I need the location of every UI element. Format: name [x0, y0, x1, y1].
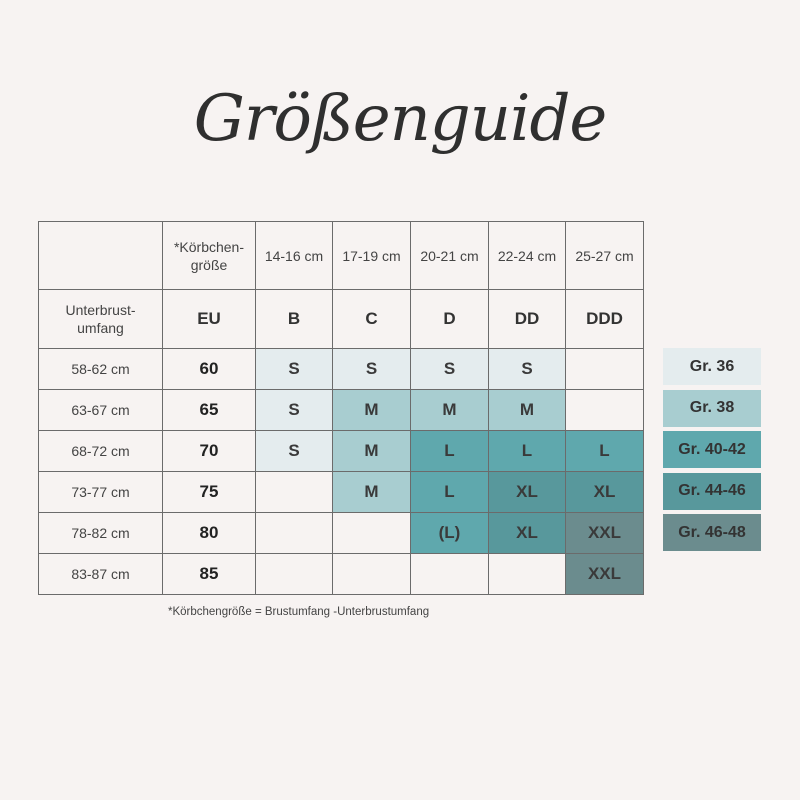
size-cell [566, 390, 644, 431]
size-cell: L [411, 472, 489, 513]
eu-size-cell: 75 [163, 472, 256, 513]
size-cell: XL [489, 513, 566, 554]
header-row-cup-ranges [39, 222, 644, 290]
size-legend [663, 348, 761, 556]
band-range-cell: 73-77 cm [39, 472, 163, 513]
legend-item: Gr. 46-48 [663, 514, 761, 551]
band-range-cell: 68-72 cm [39, 431, 163, 472]
size-cell: M [333, 431, 411, 472]
size-cell: XL [566, 472, 644, 513]
cup-letter: D [411, 290, 489, 349]
cup-letter: DDD [566, 290, 644, 349]
cup-letter: B [256, 290, 333, 349]
corner-cell [39, 222, 163, 290]
size-cell: S [256, 349, 333, 390]
size-cell: M [333, 472, 411, 513]
cup-letter: C [333, 290, 411, 349]
eu-size-cell: 70 [163, 431, 256, 472]
size-cell: S [489, 349, 566, 390]
legend-item: Gr. 36 [663, 348, 761, 385]
legend-item: Gr. 40-42 [663, 431, 761, 468]
size-cell: XL [489, 472, 566, 513]
legend-item: Gr. 44-46 [663, 473, 761, 510]
table-row [39, 431, 644, 472]
cup-range: 17-19 cm [333, 222, 411, 290]
cup-range: 14-16 cm [256, 222, 333, 290]
band-range-cell: 78-82 cm [39, 513, 163, 554]
band-label: Unterbrust- umfang [39, 290, 163, 349]
size-cell: L [411, 431, 489, 472]
footnote: *Körbchengröße = Brustumfang -Unterbrustumfang [168, 606, 430, 618]
cup-letter: DD [489, 290, 566, 349]
size-cell: S [411, 349, 489, 390]
size-cell: M [411, 390, 489, 431]
size-cell: M [489, 390, 566, 431]
size-rows [39, 349, 644, 595]
cup-range: 25-27 cm [566, 222, 644, 290]
size-cell: S [256, 431, 333, 472]
size-cell: XXL [566, 513, 644, 554]
band-range-cell: 63-67 cm [39, 390, 163, 431]
size-cell [333, 513, 411, 554]
eu-size-cell: 60 [163, 349, 256, 390]
size-cell [566, 349, 644, 390]
size-cell [256, 513, 333, 554]
eu-size-cell: 80 [163, 513, 256, 554]
size-cell: L [566, 431, 644, 472]
legend-item: Gr. 38 [663, 390, 761, 427]
eu-size-cell: 65 [163, 390, 256, 431]
band-range-cell: 58-62 cm [39, 349, 163, 390]
size-cell [411, 554, 489, 595]
cup-range: 20-21 cm [411, 222, 489, 290]
band-range-cell: 83-87 cm [39, 554, 163, 595]
eu-size-cell: 85 [163, 554, 256, 595]
size-cell [333, 554, 411, 595]
size-cell: S [256, 390, 333, 431]
table-row [39, 349, 644, 390]
table-row [39, 472, 644, 513]
cup-range: 22-24 cm [489, 222, 566, 290]
header-row-cup-letters [39, 290, 644, 349]
table-row [39, 513, 644, 554]
size-cell [256, 554, 333, 595]
eu-label: EU [163, 290, 256, 349]
size-cell: (L) [411, 513, 489, 554]
table-row [39, 390, 644, 431]
size-cell: XXL [566, 554, 644, 595]
table-row [39, 554, 644, 595]
size-cell: L [489, 431, 566, 472]
size-cell: S [333, 349, 411, 390]
size-cell [489, 554, 566, 595]
cup-size-label: *Körbchen- größe [163, 222, 256, 290]
size-cell [256, 472, 333, 513]
size-chart-table [38, 221, 644, 595]
size-cell: M [333, 390, 411, 431]
page-title: Größenguide [193, 82, 607, 156]
